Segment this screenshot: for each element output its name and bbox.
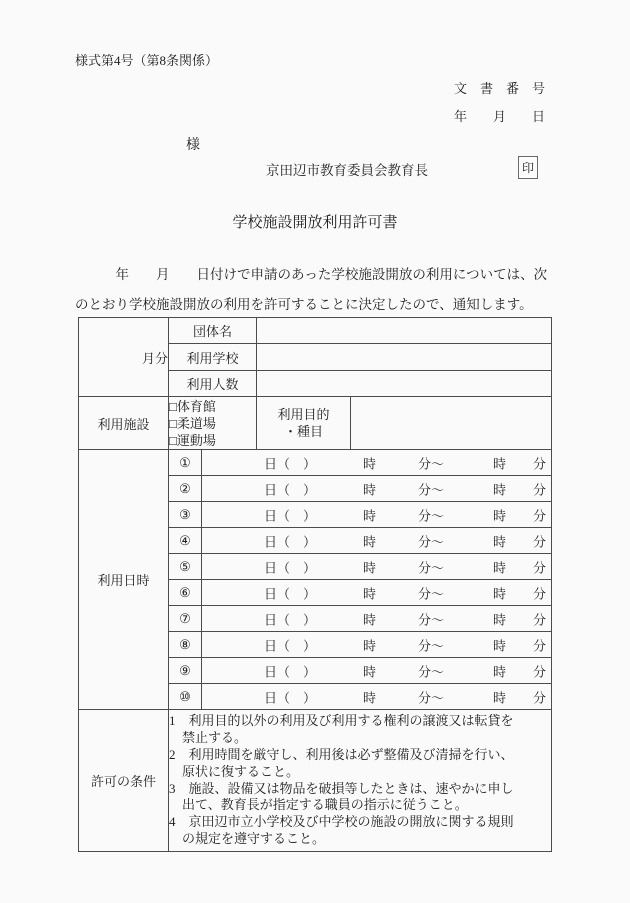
end-hour-label: 時 — [493, 612, 507, 627]
addressee-honorific: 様 — [186, 138, 200, 153]
start-minute-label: 分〜 — [418, 690, 445, 705]
facility-checkbox-group — [169, 397, 257, 450]
schedule-row-fields — [202, 658, 552, 684]
end-hour-label: 時 — [493, 638, 507, 653]
seal-mark: 印 — [521, 161, 534, 175]
condition-text-line: 3 施設、設備又は物品を破損等したときは、速やかに申し — [169, 780, 514, 796]
start-minute-label: 分〜 — [418, 456, 445, 471]
headcount-value — [257, 371, 552, 397]
table-row — [79, 318, 552, 344]
permit-table — [78, 317, 552, 852]
end-minute-label: 分 — [532, 664, 546, 679]
school-label: 利用学校 — [169, 344, 257, 371]
end-hour-label: 時 — [493, 690, 507, 705]
date-line: 年 月 日 — [453, 109, 545, 124]
start-hour-label: 時 — [363, 508, 377, 523]
end-minute-label: 分 — [532, 534, 546, 549]
schedule-row-number: ② — [169, 476, 202, 502]
checkbox-label: 柔道場 — [176, 415, 216, 431]
day-field-label: 日（ ） — [264, 508, 317, 523]
checkbox-icon: □ — [169, 432, 177, 448]
condition-item — [169, 747, 551, 781]
checkbox-label: 運動場 — [176, 432, 216, 448]
checkbox-label: 体育館 — [176, 398, 216, 414]
end-minute-label: 分 — [532, 690, 546, 705]
condition-text-line: 4 京田辺市立小学校及び中学校の施設の開放に関する規則 — [169, 814, 514, 830]
start-hour-label: 時 — [363, 612, 377, 627]
schedule-row-number: ⑦ — [169, 606, 202, 632]
checkbox-sports-ground — [169, 432, 256, 449]
end-minute-label: 分 — [532, 482, 546, 497]
end-hour-label: 時 — [493, 586, 507, 601]
condition-text-line: 禁止する。 — [182, 730, 248, 746]
facility-section-header: 利用施設 — [79, 397, 169, 450]
schedule-section-header: 利用日時 — [79, 450, 169, 710]
condition-text-line: 1 利用目的以外の利用及び利用する権利の譲渡又は転貸を — [169, 713, 514, 729]
start-hour-label: 時 — [363, 482, 377, 497]
condition-text-line: の規定を遵守すること。 — [182, 830, 326, 846]
start-hour-label: 時 — [363, 638, 377, 653]
start-minute-label: 分〜 — [418, 560, 445, 575]
end-hour-label: 時 — [493, 560, 507, 575]
start-hour-label: 時 — [363, 664, 377, 679]
condition-item — [169, 814, 551, 848]
purpose-label-line-1: 利用目的 — [277, 407, 330, 422]
table-row — [79, 710, 552, 852]
end-hour-label: 時 — [493, 508, 507, 523]
schedule-row-number: ③ — [169, 502, 202, 528]
schedule-row-fields — [202, 502, 552, 528]
month-section-header: 月分 — [79, 318, 169, 397]
end-minute-label: 分 — [532, 638, 546, 653]
day-field-label: 日（ ） — [264, 612, 317, 627]
start-hour-label: 時 — [363, 560, 377, 575]
end-hour-label: 時 — [493, 664, 507, 679]
day-field-label: 日（ ） — [264, 664, 317, 679]
schedule-row — [79, 450, 552, 476]
end-minute-label: 分 — [532, 586, 546, 601]
schedule-row-fields — [202, 476, 552, 502]
schedule-row-fields — [202, 684, 552, 710]
schedule-row-fields — [202, 554, 552, 580]
purpose-label-line-2: ・種目 — [283, 424, 323, 439]
start-minute-label: 分〜 — [418, 534, 445, 549]
day-field-label: 日（ ） — [264, 456, 317, 471]
schedule-row-fields — [202, 606, 552, 632]
schedule-row-number: ⑧ — [169, 632, 202, 658]
body-text-line-1: 年 月 日付けで申請のあった学校施設開放の利用については、次 — [75, 267, 548, 282]
start-hour-label: 時 — [363, 586, 377, 601]
start-minute-label: 分〜 — [418, 664, 445, 679]
end-minute-label: 分 — [532, 612, 546, 627]
schedule-row-fields — [202, 528, 552, 554]
schedule-row-fields — [202, 580, 552, 606]
schedule-row-number: ⑥ — [169, 580, 202, 606]
day-field-label: 日（ ） — [264, 560, 317, 575]
conditions-section-header: 許可の条件 — [79, 710, 169, 852]
start-minute-label: 分〜 — [418, 482, 445, 497]
end-minute-label: 分 — [532, 508, 546, 523]
day-field-label: 日（ ） — [264, 534, 317, 549]
start-hour-label: 時 — [363, 456, 377, 471]
start-minute-label: 分〜 — [418, 508, 445, 523]
body-paragraph — [75, 260, 565, 320]
body-text-line-2: のとおり学校施設開放の利用を許可することに決定したので、通知します。 — [75, 297, 533, 312]
day-field-label: 日（ ） — [264, 690, 317, 705]
day-field-label: 日（ ） — [264, 482, 317, 497]
checkbox-gym — [169, 398, 256, 415]
checkbox-icon: □ — [169, 415, 177, 431]
condition-text-line: 出て、教育長が指定する職員の指示に従うこと。 — [182, 797, 468, 813]
document-number-label: 文 書 番 号 — [453, 81, 545, 96]
condition-item — [169, 781, 551, 815]
end-hour-label: 時 — [493, 534, 507, 549]
seal-box — [518, 156, 538, 179]
schedule-row-number: ⑨ — [169, 658, 202, 684]
group-name-value — [257, 318, 552, 344]
schedule-row-number: ⑤ — [169, 554, 202, 580]
issuer-name: 京田辺市教育委員会教育長 — [266, 163, 428, 178]
form-number: 様式第4号（第8条関係） — [75, 53, 219, 68]
start-hour-label: 時 — [363, 690, 377, 705]
schedule-row-fields — [202, 632, 552, 658]
start-minute-label: 分〜 — [418, 586, 445, 601]
purpose-label — [257, 397, 351, 450]
day-field-label: 日（ ） — [264, 638, 317, 653]
checkbox-icon: □ — [169, 398, 177, 414]
checkbox-judo-hall — [169, 415, 256, 432]
end-hour-label: 時 — [493, 482, 507, 497]
conditions-list — [169, 710, 552, 852]
condition-item — [169, 713, 551, 747]
condition-text-line: 2 利用時間を厳守し、利用後は必ず整備及び清掃を行い、 — [169, 746, 514, 762]
end-minute-label: 分 — [532, 560, 546, 575]
headcount-label: 利用人数 — [169, 371, 257, 397]
schedule-row-number: ④ — [169, 528, 202, 554]
schedule-row-number: ⑩ — [169, 684, 202, 710]
day-field-label: 日（ ） — [264, 586, 317, 601]
start-minute-label: 分〜 — [418, 638, 445, 653]
school-value — [257, 344, 552, 371]
start-minute-label: 分〜 — [418, 612, 445, 627]
schedule-row-fields — [202, 450, 552, 476]
end-minute-label: 分 — [532, 456, 546, 471]
group-name-label: 団体名 — [169, 318, 257, 344]
purpose-value — [351, 397, 552, 450]
schedule-row-number: ① — [169, 450, 202, 476]
document-title: 学校施設開放利用許可書 — [232, 215, 398, 231]
table-row — [79, 397, 552, 450]
end-hour-label: 時 — [493, 456, 507, 471]
condition-text-line: 原状に復すること。 — [182, 763, 300, 779]
start-hour-label: 時 — [363, 534, 377, 549]
